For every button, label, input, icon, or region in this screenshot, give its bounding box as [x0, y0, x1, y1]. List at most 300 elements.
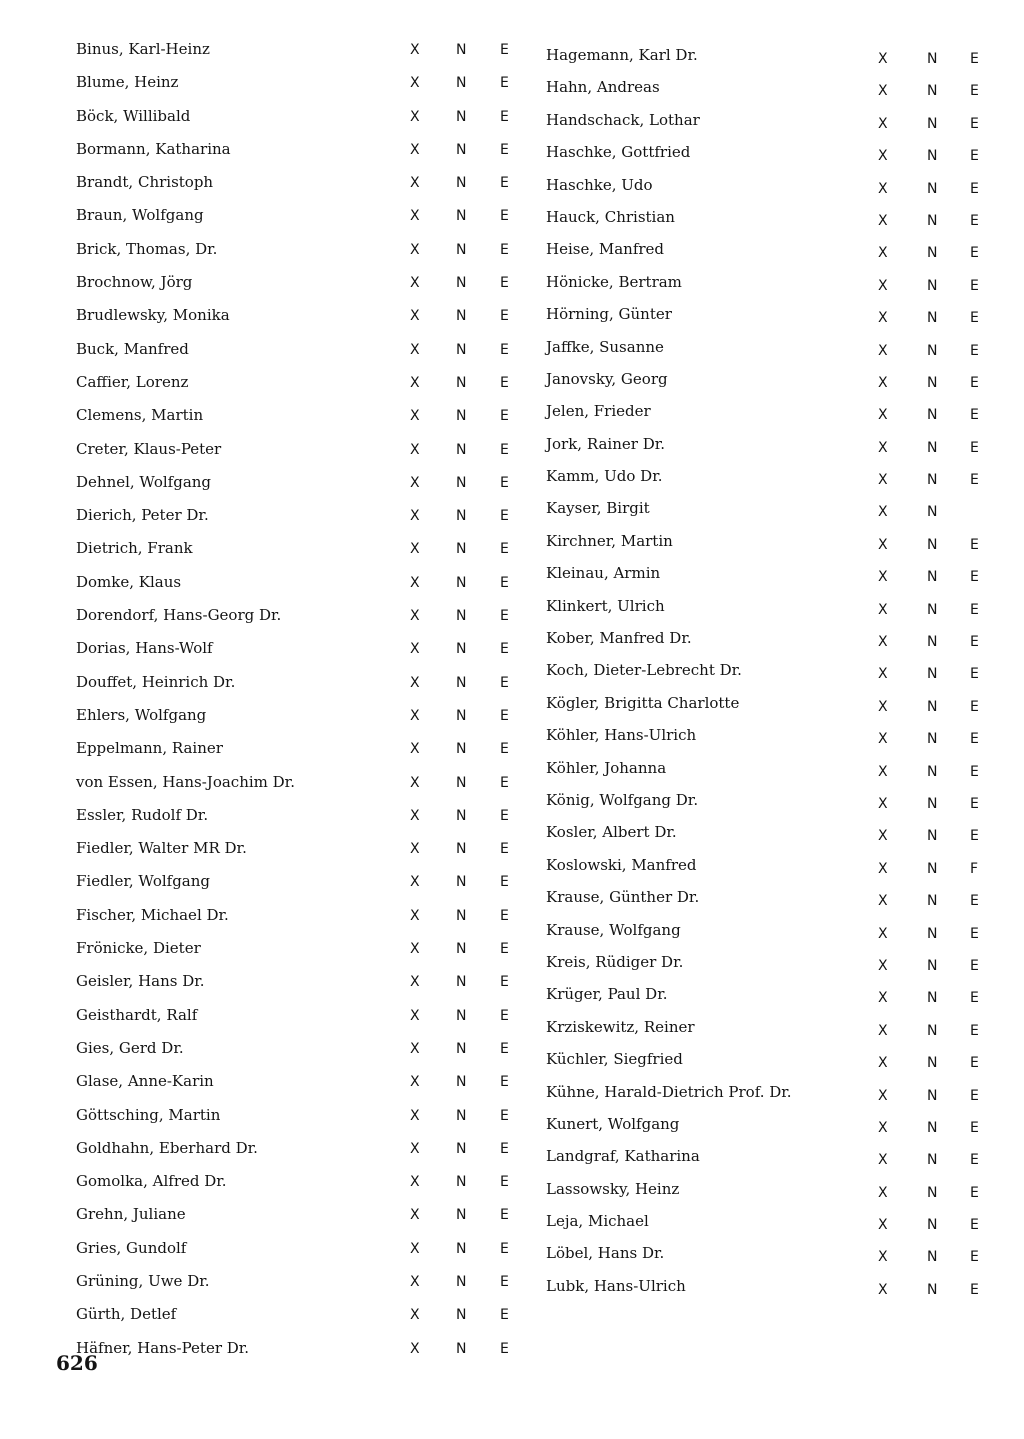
member-name: Dehnel, Wolfgang	[76, 472, 212, 491]
vote-mark-x: X	[410, 241, 420, 258]
vote-mark-n: N	[927, 1152, 938, 1169]
vote-mark-e: E	[500, 1107, 509, 1124]
member-name: Lassowsky, Heinz	[546, 1179, 680, 1198]
vote-mark-e: E	[970, 1281, 979, 1298]
member-name: Clemens, Martin	[76, 406, 204, 425]
vote-mark-x: X	[410, 707, 420, 724]
member-name: Hörning, Günter	[546, 305, 672, 324]
member-name: Caffier, Lorenz	[76, 372, 189, 391]
list-item	[526, 1109, 986, 1141]
vote-mark-x: X	[410, 208, 420, 225]
vote-mark-n: N	[456, 841, 467, 858]
list-item	[58, 573, 518, 606]
vote-mark-e: E	[970, 893, 979, 910]
vote-mark-n: N	[456, 874, 467, 891]
vote-mark-e: E	[970, 212, 979, 229]
list-item	[526, 688, 986, 720]
vote-mark-n: N	[927, 51, 938, 67]
vote-mark-n: N	[456, 741, 467, 758]
member-name: Brick, Thomas, Dr.	[76, 239, 218, 258]
vote-mark-n: N	[927, 536, 938, 553]
list-item	[58, 1205, 518, 1238]
vote-mark-n: N	[927, 277, 938, 294]
vote-mark-n: N	[456, 1340, 467, 1357]
list-item	[526, 72, 986, 104]
list-item	[526, 1044, 986, 1076]
vote-mark-e: E	[500, 807, 509, 824]
vote-mark-n: N	[456, 941, 467, 958]
member-name: Koslowski, Manfred	[546, 855, 697, 874]
vote-mark-x: X	[878, 957, 888, 974]
list-item	[58, 273, 518, 306]
vote-mark-n: N	[456, 1074, 467, 1091]
vote-mark-n: N	[456, 42, 467, 58]
right-column	[526, 40, 986, 1303]
vote-mark-n: N	[456, 907, 467, 924]
vote-mark-e: E	[500, 541, 509, 558]
vote-mark-e: E	[500, 308, 509, 325]
member-name: Jelen, Frieder	[546, 402, 651, 421]
member-name: Goldhahn, Eberhard Dr.	[76, 1138, 258, 1157]
list-item	[58, 340, 518, 373]
vote-mark-x: X	[410, 641, 420, 658]
vote-mark-n: N	[927, 925, 938, 942]
member-name: Binus, Karl-Heinz	[76, 40, 210, 58]
list-item	[58, 872, 518, 905]
vote-mark-x: X	[878, 828, 888, 845]
vote-mark-x: X	[410, 1107, 420, 1124]
list-item	[526, 1206, 986, 1238]
member-name: Krause, Wolfgang	[546, 920, 681, 939]
list-item	[526, 720, 986, 752]
member-name: Krziskewitz, Reiner	[546, 1017, 695, 1036]
member-name: Haschke, Udo	[546, 175, 653, 194]
vote-mark-e: E	[500, 1240, 509, 1257]
vote-mark-e: E	[970, 698, 979, 715]
vote-mark-e: E	[970, 1249, 979, 1266]
vote-mark-e: E	[500, 774, 509, 791]
vote-mark-n: N	[456, 508, 467, 525]
vote-mark-n: N	[927, 795, 938, 812]
list-item	[526, 591, 986, 623]
vote-mark-e: E	[500, 42, 509, 58]
list-item	[526, 850, 986, 882]
list-item	[526, 40, 986, 72]
list-item	[526, 915, 986, 947]
member-name: Haschke, Gottfried	[546, 143, 691, 162]
member-name: Kögler, Brigitta Charlotte	[546, 693, 740, 712]
list-item	[58, 473, 518, 506]
member-name: Küchler, Siegfried	[546, 1050, 683, 1069]
vote-mark-e: E	[970, 763, 979, 780]
vote-mark-e: E	[500, 508, 509, 525]
vote-mark-x: X	[410, 608, 420, 625]
vote-mark-e: E	[970, 148, 979, 165]
member-name: Gürth, Detlef	[76, 1305, 177, 1324]
list-item	[526, 947, 986, 979]
list-item	[526, 753, 986, 785]
member-name: Böck, Willibald	[76, 106, 191, 125]
vote-mark-x: X	[410, 1240, 420, 1257]
member-name: Hahn, Andreas	[546, 78, 660, 97]
vote-mark-x: X	[878, 51, 888, 67]
member-name: Kreis, Rüdiger Dr.	[546, 952, 684, 971]
vote-mark-n: N	[927, 763, 938, 780]
list-item	[58, 739, 518, 772]
list-item	[526, 817, 986, 849]
vote-mark-x: X	[410, 774, 420, 791]
list-item	[526, 882, 986, 914]
vote-mark-e: E	[500, 108, 509, 125]
vote-mark-e: E	[970, 957, 979, 974]
member-name: Kirchner, Martin	[546, 531, 673, 550]
vote-mark-e: E	[970, 472, 979, 489]
vote-mark-x: X	[878, 472, 888, 489]
list-item	[58, 806, 518, 839]
member-name: Fiedler, Walter MR Dr.	[76, 839, 247, 858]
vote-mark-x: X	[410, 541, 420, 558]
vote-mark-n: N	[456, 75, 467, 92]
vote-mark-e: E	[500, 841, 509, 858]
vote-mark-n: N	[927, 569, 938, 586]
member-name: Lubk, Hans-Ulrich	[546, 1276, 686, 1295]
vote-mark-e: E	[500, 941, 509, 958]
vote-mark-n: N	[456, 275, 467, 292]
member-name: Brochnow, Jörg	[76, 273, 193, 292]
vote-mark-n: N	[456, 1040, 467, 1057]
vote-mark-n: N	[456, 641, 467, 658]
list-item	[58, 373, 518, 406]
list-item	[58, 1106, 518, 1139]
vote-mark-x: X	[878, 148, 888, 165]
member-name: Fiedler, Wolfgang	[76, 872, 211, 891]
member-name: Hönicke, Bertram	[546, 272, 682, 291]
list-item	[526, 234, 986, 266]
vote-mark-x: X	[410, 741, 420, 758]
member-name: Eppelmann, Rainer	[76, 739, 223, 758]
vote-mark-x: X	[410, 807, 420, 824]
vote-mark-e: E	[970, 1022, 979, 1039]
vote-mark-x: X	[878, 342, 888, 359]
vote-mark-x: X	[878, 763, 888, 780]
vote-mark-x: X	[878, 180, 888, 197]
list-item	[526, 1141, 986, 1173]
list-item	[58, 673, 518, 706]
member-name: Heise, Manfred	[546, 240, 665, 259]
vote-mark-e: E	[500, 1307, 509, 1324]
vote-mark-x: X	[878, 601, 888, 618]
member-name: König, Wolfgang Dr.	[546, 790, 699, 809]
list-item	[526, 1012, 986, 1044]
list-item	[526, 526, 986, 558]
vote-mark-x: X	[878, 115, 888, 132]
list-item	[58, 107, 518, 140]
vote-mark-x: X	[878, 990, 888, 1007]
vote-mark-n: N	[927, 1281, 938, 1298]
list-item	[58, 73, 518, 106]
vote-mark-n: N	[927, 893, 938, 910]
member-name: Löbel, Hans Dr.	[546, 1244, 665, 1263]
vote-mark-x: X	[410, 141, 420, 158]
vote-mark-e: E	[500, 441, 509, 458]
vote-mark-x: X	[410, 175, 420, 192]
vote-mark-n: N	[927, 83, 938, 100]
vote-mark-n: N	[927, 957, 938, 974]
vote-mark-n: N	[456, 175, 467, 192]
vote-mark-n: N	[456, 1140, 467, 1157]
member-name: Köhler, Hans-Ulrich	[546, 726, 697, 745]
vote-mark-x: X	[878, 698, 888, 715]
vote-mark-e: E	[500, 374, 509, 391]
vote-mark-n: N	[927, 698, 938, 715]
vote-mark-x: X	[410, 408, 420, 425]
list-item	[58, 1072, 518, 1105]
list-item	[58, 40, 518, 73]
vote-mark-x: X	[410, 275, 420, 292]
list-item	[58, 306, 518, 339]
member-name: Dietrich, Frank	[76, 539, 193, 558]
vote-mark-e: F	[970, 860, 979, 877]
vote-mark-n: N	[456, 807, 467, 824]
list-item	[526, 1174, 986, 1206]
vote-mark-e: E	[500, 474, 509, 491]
list-item	[58, 1239, 518, 1272]
vote-mark-e: E	[500, 408, 509, 425]
list-item	[526, 558, 986, 590]
list-item	[526, 429, 986, 461]
member-name: von Essen, Hans-Joachim Dr.	[76, 772, 295, 791]
vote-mark-e: E	[970, 439, 979, 456]
vote-mark-e: E	[500, 641, 509, 658]
list-item	[58, 839, 518, 872]
member-name: Hagemann, Karl Dr.	[546, 46, 698, 64]
member-name: Kosler, Albert Dr.	[546, 823, 677, 842]
vote-mark-n: N	[927, 342, 938, 359]
list-item	[526, 105, 986, 137]
vote-mark-x: X	[878, 374, 888, 391]
vote-mark-n: N	[927, 601, 938, 618]
list-item	[58, 173, 518, 206]
member-name: Domke, Klaus	[76, 572, 182, 591]
member-name: Kober, Manfred Dr.	[546, 629, 692, 648]
vote-mark-n: N	[456, 1207, 467, 1224]
member-name: Häfner, Hans-Peter Dr.	[76, 1338, 250, 1357]
member-name: Kleinau, Armin	[546, 564, 661, 583]
vote-mark-n: N	[927, 180, 938, 197]
member-name: Dorias, Hans-Wolf	[76, 639, 213, 658]
list-item	[58, 606, 518, 639]
list-item	[526, 396, 986, 428]
list-item	[526, 1077, 986, 1109]
vote-mark-n: N	[927, 504, 938, 521]
vote-mark-x: X	[410, 874, 420, 891]
vote-mark-x: X	[410, 941, 420, 958]
vote-mark-x: X	[410, 1340, 420, 1357]
vote-mark-x: X	[410, 1207, 420, 1224]
member-name: Jaffke, Susanne	[546, 337, 664, 356]
member-name: Brudlewsky, Monika	[76, 306, 230, 325]
vote-mark-x: X	[878, 83, 888, 100]
vote-mark-n: N	[927, 407, 938, 424]
vote-mark-e: E	[970, 1055, 979, 1072]
vote-mark-x: X	[410, 907, 420, 924]
left-column	[58, 40, 518, 1372]
vote-mark-n: N	[456, 1107, 467, 1124]
list-item	[526, 299, 986, 331]
vote-mark-x: X	[410, 508, 420, 525]
vote-mark-n: N	[456, 1174, 467, 1191]
member-name: Dierich, Peter Dr.	[76, 506, 209, 525]
vote-mark-x: X	[878, 1087, 888, 1104]
member-name: Kühne, Harald-Dietrich Prof. Dr.	[546, 1082, 792, 1101]
member-name: Kamm, Udo Dr.	[546, 467, 663, 486]
member-name: Creter, Klaus-Peter	[76, 439, 222, 458]
member-name: Gomolka, Alfred Dr.	[76, 1172, 227, 1191]
list-item	[526, 493, 986, 525]
vote-mark-n: N	[456, 408, 467, 425]
member-name: Dorendorf, Hans-Georg Dr.	[76, 606, 282, 625]
vote-mark-n: N	[456, 341, 467, 358]
vote-mark-x: X	[878, 439, 888, 456]
vote-mark-n: N	[456, 241, 467, 258]
vote-mark-n: N	[927, 1022, 938, 1039]
vote-mark-n: N	[456, 574, 467, 591]
vote-mark-x: X	[878, 407, 888, 424]
vote-mark-n: N	[927, 1249, 938, 1266]
vote-mark-n: N	[927, 1119, 938, 1136]
vote-mark-e: E	[970, 407, 979, 424]
vote-mark-e: E	[970, 990, 979, 1007]
vote-mark-e: E	[970, 342, 979, 359]
vote-mark-n: N	[456, 474, 467, 491]
vote-mark-x: X	[878, 1152, 888, 1169]
member-name: Buck, Manfred	[76, 339, 189, 358]
list-item	[526, 332, 986, 364]
vote-mark-n: N	[456, 674, 467, 691]
member-name: Fischer, Michael Dr.	[76, 905, 229, 924]
vote-mark-e: E	[970, 83, 979, 100]
vote-mark-e: E	[500, 275, 509, 292]
vote-mark-x: X	[410, 1007, 420, 1024]
vote-mark-n: N	[456, 374, 467, 391]
vote-mark-n: N	[927, 1055, 938, 1072]
vote-mark-n: N	[927, 115, 938, 132]
list-item	[58, 906, 518, 939]
member-name: Blume, Heinz	[76, 73, 179, 92]
member-name: Jork, Rainer Dr.	[546, 434, 666, 453]
vote-mark-n: N	[927, 1087, 938, 1104]
list-item	[526, 267, 986, 299]
vote-mark-x: X	[878, 536, 888, 553]
vote-mark-n: N	[927, 245, 938, 262]
vote-mark-n: N	[927, 310, 938, 327]
member-name: Koch, Dieter-Lebrecht Dr.	[546, 661, 742, 680]
vote-mark-n: N	[927, 828, 938, 845]
member-name: Janovsky, Georg	[546, 369, 668, 388]
list-item	[526, 785, 986, 817]
vote-mark-x: X	[410, 441, 420, 458]
vote-mark-x: X	[878, 310, 888, 327]
vote-mark-x: X	[878, 634, 888, 651]
vote-mark-e: E	[500, 1074, 509, 1091]
vote-mark-e: E	[970, 569, 979, 586]
vote-mark-x: X	[410, 974, 420, 991]
member-name: Douffet, Heinrich Dr.	[76, 672, 236, 691]
vote-mark-x: X	[410, 308, 420, 325]
vote-mark-e: E	[500, 341, 509, 358]
vote-mark-x: X	[410, 674, 420, 691]
vote-mark-e: E	[500, 741, 509, 758]
vote-mark-e: E	[500, 674, 509, 691]
vote-mark-e: E	[970, 245, 979, 262]
vote-mark-n: N	[456, 608, 467, 625]
list-item	[58, 773, 518, 806]
list-item	[526, 137, 986, 169]
vote-mark-e: E	[970, 310, 979, 327]
vote-mark-n: N	[456, 1307, 467, 1324]
vote-mark-x: X	[410, 1040, 420, 1057]
list-item	[526, 1271, 986, 1303]
member-name: Kunert, Wolfgang	[546, 1114, 680, 1133]
member-name: Köhler, Johanna	[546, 758, 667, 777]
vote-mark-e: E	[970, 828, 979, 845]
vote-mark-x: X	[878, 1281, 888, 1298]
vote-mark-x: X	[878, 1217, 888, 1234]
vote-mark-e: E	[500, 1273, 509, 1290]
list-item	[58, 440, 518, 473]
vote-mark-x: X	[410, 1273, 420, 1290]
list-item	[58, 706, 518, 739]
vote-mark-e: E	[970, 634, 979, 651]
member-name: Frönicke, Dieter	[76, 939, 201, 958]
vote-mark-e: E	[500, 608, 509, 625]
vote-mark-e: E	[970, 795, 979, 812]
list-item	[58, 1339, 518, 1372]
vote-mark-n: N	[927, 1217, 938, 1234]
member-name: Krüger, Paul Dr.	[546, 985, 668, 1004]
vote-mark-e: E	[970, 1119, 979, 1136]
page-number: 626	[56, 1351, 98, 1375]
member-name: Klinkert, Ulrich	[546, 596, 665, 615]
member-name: Brandt, Christoph	[76, 173, 214, 192]
list-item	[58, 639, 518, 672]
vote-mark-x: X	[410, 75, 420, 92]
list-item	[526, 655, 986, 687]
vote-mark-e: E	[970, 536, 979, 553]
vote-mark-n: N	[927, 439, 938, 456]
member-name: Leja, Michael	[546, 1212, 649, 1231]
vote-mark-x: X	[878, 1055, 888, 1072]
member-name: Göttsching, Martin	[76, 1105, 221, 1124]
list-item	[526, 979, 986, 1011]
vote-mark-x: X	[878, 925, 888, 942]
vote-mark-e: E	[500, 208, 509, 225]
vote-mark-e: E	[970, 731, 979, 748]
vote-mark-n: N	[927, 212, 938, 229]
vote-mark-n: N	[456, 974, 467, 991]
vote-mark-e: E	[500, 907, 509, 924]
vote-mark-e: E	[500, 175, 509, 192]
vote-mark-n: N	[456, 774, 467, 791]
vote-mark-e: E	[500, 1340, 509, 1357]
member-name: Gies, Gerd Dr.	[76, 1038, 184, 1057]
vote-mark-e: E	[500, 974, 509, 991]
member-name: Essler, Rudolf Dr.	[76, 805, 209, 824]
vote-mark-e: E	[970, 51, 979, 67]
vote-mark-n: N	[927, 990, 938, 1007]
list-item	[58, 506, 518, 539]
member-name: Gries, Gundolf	[76, 1238, 187, 1257]
